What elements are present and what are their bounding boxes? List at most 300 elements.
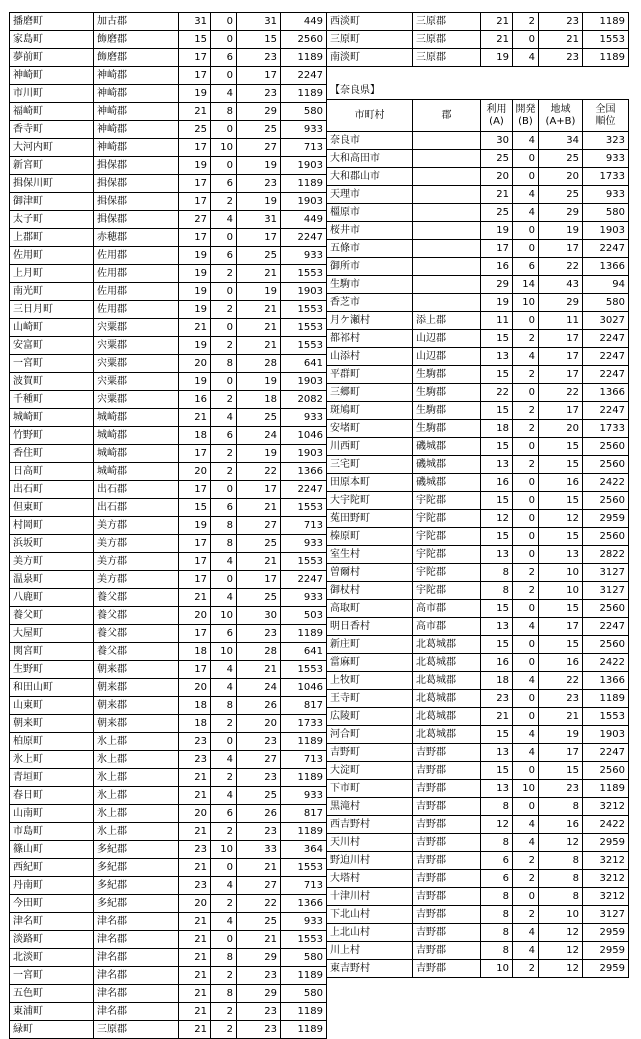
cell-use: 23 bbox=[179, 841, 211, 859]
table-row bbox=[327, 132, 629, 150]
cell-use: 8 bbox=[481, 906, 513, 924]
cell-rank: 933 bbox=[583, 150, 629, 168]
cell-municipality: 春日町 bbox=[10, 787, 94, 805]
cell-use: 10 bbox=[481, 960, 513, 978]
hyogo-table-continued bbox=[326, 12, 629, 67]
nara-table bbox=[326, 99, 629, 978]
table-row bbox=[327, 816, 629, 834]
cell-dev: 0 bbox=[211, 67, 237, 85]
cell-rank: 1733 bbox=[583, 168, 629, 186]
cell-area: 15 bbox=[539, 636, 583, 654]
cell-municipality: 下市町 bbox=[327, 780, 413, 798]
cell-county bbox=[413, 150, 481, 168]
cell-rank: 641 bbox=[281, 355, 327, 373]
cell-municipality: 千種町 bbox=[10, 391, 94, 409]
cell-county: 吉野郡 bbox=[413, 744, 481, 762]
cell-rank: 2560 bbox=[583, 636, 629, 654]
header-use-line2: (A) bbox=[489, 115, 504, 127]
cell-rank: 3212 bbox=[583, 798, 629, 816]
cell-dev: 4 bbox=[513, 49, 539, 67]
table-row bbox=[10, 409, 327, 427]
cell-municipality: 新庄町 bbox=[327, 636, 413, 654]
cell-dev: 10 bbox=[211, 841, 237, 859]
table-row bbox=[10, 967, 327, 985]
cell-county: 揖保郡 bbox=[94, 193, 179, 211]
table-row bbox=[10, 427, 327, 445]
cell-area: 12 bbox=[539, 924, 583, 942]
cell-use: 15 bbox=[481, 492, 513, 510]
cell-use: 20 bbox=[179, 355, 211, 373]
cell-area: 29 bbox=[539, 204, 583, 222]
cell-municipality: 天川村 bbox=[327, 834, 413, 852]
cell-use: 21 bbox=[179, 409, 211, 427]
cell-municipality: 王寺町 bbox=[327, 690, 413, 708]
hyogo-table-continued-body bbox=[327, 13, 629, 67]
table-row bbox=[10, 391, 327, 409]
cell-use: 18 bbox=[179, 715, 211, 733]
cell-county: 揖保郡 bbox=[94, 211, 179, 229]
cell-use: 6 bbox=[481, 870, 513, 888]
cell-area: 23 bbox=[237, 823, 281, 841]
cell-county: 加古郡 bbox=[94, 13, 179, 31]
cell-dev: 2 bbox=[513, 366, 539, 384]
cell-county: 養父郡 bbox=[94, 607, 179, 625]
table-row bbox=[327, 402, 629, 420]
cell-municipality: 室生村 bbox=[327, 546, 413, 564]
cell-area: 17 bbox=[539, 348, 583, 366]
cell-county: 北葛城郡 bbox=[413, 654, 481, 672]
cell-county bbox=[413, 294, 481, 312]
cell-area: 19 bbox=[539, 726, 583, 744]
cell-dev: 8 bbox=[211, 949, 237, 967]
cell-municipality: 野迫川村 bbox=[327, 852, 413, 870]
cell-rank: 2959 bbox=[583, 834, 629, 852]
cell-municipality: 山南町 bbox=[10, 805, 94, 823]
cell-municipality: 柏原町 bbox=[10, 733, 94, 751]
cell-county: 多紀郡 bbox=[94, 841, 179, 859]
cell-municipality: 桜井市 bbox=[327, 222, 413, 240]
cell-municipality: 奈良市 bbox=[327, 132, 413, 150]
table-row bbox=[10, 715, 327, 733]
cell-area: 27 bbox=[237, 517, 281, 535]
cell-use: 16 bbox=[481, 258, 513, 276]
cell-dev: 0 bbox=[513, 510, 539, 528]
cell-municipality: 篠山町 bbox=[10, 841, 94, 859]
cell-municipality: 川上村 bbox=[327, 942, 413, 960]
cell-county: 吉野郡 bbox=[413, 798, 481, 816]
cell-rank: 2082 bbox=[281, 391, 327, 409]
table-row bbox=[10, 679, 327, 697]
cell-dev: 14 bbox=[513, 276, 539, 294]
cell-municipality: 明日香村 bbox=[327, 618, 413, 636]
cell-county: 三原郡 bbox=[413, 31, 481, 49]
cell-dev: 6 bbox=[211, 625, 237, 643]
cell-area: 16 bbox=[539, 654, 583, 672]
table-row bbox=[10, 13, 327, 31]
cell-dev: 0 bbox=[513, 474, 539, 492]
cell-municipality: 一宮町 bbox=[10, 355, 94, 373]
cell-area: 19 bbox=[237, 193, 281, 211]
cell-rank: 3127 bbox=[583, 906, 629, 924]
table-row bbox=[10, 445, 327, 463]
cell-dev: 2 bbox=[513, 13, 539, 31]
cell-municipality: 曽爾村 bbox=[327, 564, 413, 582]
cell-dev: 2 bbox=[513, 582, 539, 600]
cell-dev: 0 bbox=[513, 762, 539, 780]
cell-area: 28 bbox=[237, 355, 281, 373]
header-area-line2: (A+B) bbox=[545, 115, 576, 127]
cell-municipality: 五色町 bbox=[10, 985, 94, 1003]
cell-municipality: 吉野町 bbox=[327, 744, 413, 762]
cell-county: 氷上郡 bbox=[94, 733, 179, 751]
cell-dev: 2 bbox=[211, 1003, 237, 1021]
cell-municipality: 山添村 bbox=[327, 348, 413, 366]
table-row bbox=[327, 690, 629, 708]
cell-rank: 713 bbox=[281, 139, 327, 157]
cell-municipality: 美方町 bbox=[10, 553, 94, 571]
header-rank bbox=[583, 100, 629, 132]
cell-dev: 8 bbox=[211, 103, 237, 121]
cell-dev: 0 bbox=[513, 168, 539, 186]
cell-rank: 933 bbox=[281, 787, 327, 805]
cell-rank: 2422 bbox=[583, 654, 629, 672]
cell-area: 12 bbox=[539, 834, 583, 852]
cell-use: 12 bbox=[481, 510, 513, 528]
cell-area: 23 bbox=[237, 49, 281, 67]
table-row bbox=[10, 1021, 327, 1039]
cell-dev: 4 bbox=[513, 942, 539, 960]
cell-area: 31 bbox=[237, 211, 281, 229]
cell-use: 20 bbox=[179, 895, 211, 913]
cell-use: 21 bbox=[179, 823, 211, 841]
cell-use: 21 bbox=[179, 949, 211, 967]
cell-rank: 1553 bbox=[281, 265, 327, 283]
cell-municipality: 西吉野村 bbox=[327, 816, 413, 834]
table-row bbox=[327, 456, 629, 474]
table-row bbox=[10, 139, 327, 157]
table-row bbox=[327, 474, 629, 492]
cell-area: 27 bbox=[237, 751, 281, 769]
table-row bbox=[327, 924, 629, 942]
table-row bbox=[327, 492, 629, 510]
cell-dev: 2 bbox=[513, 870, 539, 888]
cell-county: 美方郡 bbox=[94, 571, 179, 589]
cell-dev: 0 bbox=[211, 283, 237, 301]
cell-dev: 2 bbox=[211, 967, 237, 985]
cell-area: 17 bbox=[539, 240, 583, 258]
cell-use: 21 bbox=[481, 13, 513, 31]
table-row bbox=[327, 834, 629, 852]
cell-rank: 933 bbox=[281, 589, 327, 607]
cell-dev: 2 bbox=[513, 420, 539, 438]
cell-municipality: 夢前町 bbox=[10, 49, 94, 67]
table-row bbox=[327, 13, 629, 31]
cell-county: 吉野郡 bbox=[413, 870, 481, 888]
cell-area: 19 bbox=[237, 283, 281, 301]
cell-rank: 2560 bbox=[583, 456, 629, 474]
cell-dev: 10 bbox=[211, 643, 237, 661]
cell-county: 三原郡 bbox=[94, 1021, 179, 1039]
cell-municipality: 津名町 bbox=[10, 913, 94, 931]
table-row bbox=[10, 319, 327, 337]
cell-area: 29 bbox=[237, 949, 281, 967]
table-row bbox=[10, 85, 327, 103]
cell-county: 多紀郡 bbox=[94, 859, 179, 877]
cell-rank: 580 bbox=[583, 294, 629, 312]
cell-use: 21 bbox=[481, 708, 513, 726]
table-row bbox=[10, 67, 327, 85]
cell-use: 23 bbox=[481, 690, 513, 708]
cell-use: 21 bbox=[179, 1003, 211, 1021]
cell-use: 25 bbox=[179, 121, 211, 139]
cell-municipality: 竹野町 bbox=[10, 427, 94, 445]
cell-county: 三原郡 bbox=[413, 13, 481, 31]
cell-county bbox=[413, 258, 481, 276]
cell-dev: 2 bbox=[211, 337, 237, 355]
cell-rank: 3027 bbox=[583, 312, 629, 330]
cell-county: 神崎郡 bbox=[94, 67, 179, 85]
cell-county bbox=[413, 168, 481, 186]
cell-county: 吉野郡 bbox=[413, 906, 481, 924]
table-row bbox=[327, 168, 629, 186]
cell-municipality: 香寺町 bbox=[10, 121, 94, 139]
cell-rank: 2560 bbox=[281, 31, 327, 49]
cell-rank: 1189 bbox=[281, 49, 327, 67]
cell-municipality: 御所市 bbox=[327, 258, 413, 276]
cell-use: 19 bbox=[481, 222, 513, 240]
cell-use: 16 bbox=[481, 654, 513, 672]
cell-dev: 4 bbox=[513, 672, 539, 690]
cell-municipality: 上北山村 bbox=[327, 924, 413, 942]
cell-area: 19 bbox=[237, 157, 281, 175]
cell-use: 19 bbox=[481, 49, 513, 67]
cell-municipality: 浜坂町 bbox=[10, 535, 94, 553]
cell-area: 22 bbox=[237, 895, 281, 913]
cell-county: 津名郡 bbox=[94, 913, 179, 931]
table-row bbox=[10, 499, 327, 517]
cell-use: 19 bbox=[179, 373, 211, 391]
cell-area: 23 bbox=[237, 85, 281, 103]
cell-dev: 4 bbox=[211, 211, 237, 229]
cell-area: 8 bbox=[539, 852, 583, 870]
cell-county: 美方郡 bbox=[94, 517, 179, 535]
cell-dev: 4 bbox=[211, 661, 237, 679]
cell-municipality: 氷上町 bbox=[10, 751, 94, 769]
cell-area: 10 bbox=[539, 906, 583, 924]
cell-area: 23 bbox=[237, 1021, 281, 1039]
table-row bbox=[10, 931, 327, 949]
cell-use: 25 bbox=[481, 204, 513, 222]
cell-dev: 0 bbox=[211, 481, 237, 499]
cell-municipality: 関宮町 bbox=[10, 643, 94, 661]
cell-use: 13 bbox=[481, 618, 513, 636]
cell-use: 15 bbox=[481, 402, 513, 420]
cell-dev: 6 bbox=[211, 427, 237, 445]
header-use bbox=[481, 100, 513, 132]
table-row bbox=[327, 438, 629, 456]
cell-county bbox=[413, 222, 481, 240]
table-row bbox=[327, 618, 629, 636]
cell-dev: 0 bbox=[513, 528, 539, 546]
cell-rank: 2822 bbox=[583, 546, 629, 564]
cell-area: 21 bbox=[237, 661, 281, 679]
table-row bbox=[327, 258, 629, 276]
cell-dev: 0 bbox=[211, 121, 237, 139]
table-row bbox=[10, 301, 327, 319]
cell-dev: 0 bbox=[211, 229, 237, 247]
cell-municipality: 田原本町 bbox=[327, 474, 413, 492]
cell-municipality: 大宇陀町 bbox=[327, 492, 413, 510]
cell-county: 佐用郡 bbox=[94, 265, 179, 283]
cell-use: 20 bbox=[179, 463, 211, 481]
cell-dev: 0 bbox=[513, 798, 539, 816]
cell-use: 15 bbox=[179, 499, 211, 517]
cell-area: 20 bbox=[237, 715, 281, 733]
cell-rank: 2560 bbox=[583, 438, 629, 456]
cell-municipality: 平群町 bbox=[327, 366, 413, 384]
cell-municipality: 大塔村 bbox=[327, 870, 413, 888]
table-row bbox=[327, 186, 629, 204]
cell-dev: 2 bbox=[211, 193, 237, 211]
cell-area: 21 bbox=[237, 931, 281, 949]
cell-county: 氷上郡 bbox=[94, 823, 179, 841]
cell-dev: 0 bbox=[513, 150, 539, 168]
cell-dev: 0 bbox=[513, 222, 539, 240]
cell-rank: 1553 bbox=[281, 301, 327, 319]
table-row bbox=[10, 589, 327, 607]
cell-dev: 2 bbox=[211, 1021, 237, 1039]
cell-rank: 933 bbox=[281, 247, 327, 265]
table-row bbox=[10, 103, 327, 121]
cell-municipality: 十津川村 bbox=[327, 888, 413, 906]
cell-area: 17 bbox=[539, 744, 583, 762]
cell-dev: 0 bbox=[211, 859, 237, 877]
cell-area: 21 bbox=[539, 31, 583, 49]
cell-use: 6 bbox=[481, 852, 513, 870]
cell-area: 18 bbox=[237, 391, 281, 409]
cell-rank: 503 bbox=[281, 607, 327, 625]
cell-area: 25 bbox=[237, 121, 281, 139]
cell-county: 飾磨郡 bbox=[94, 49, 179, 67]
cell-area: 23 bbox=[237, 1003, 281, 1021]
cell-use: 20 bbox=[179, 679, 211, 697]
cell-municipality: 新宮町 bbox=[10, 157, 94, 175]
cell-rank: 2247 bbox=[583, 402, 629, 420]
cell-area: 22 bbox=[539, 672, 583, 690]
cell-use: 21 bbox=[179, 103, 211, 121]
cell-area: 21 bbox=[237, 265, 281, 283]
cell-area: 12 bbox=[539, 942, 583, 960]
cell-dev: 0 bbox=[513, 31, 539, 49]
cell-municipality: 佐用町 bbox=[10, 247, 94, 265]
cell-county: 高市郡 bbox=[413, 618, 481, 636]
cell-area: 8 bbox=[539, 888, 583, 906]
cell-municipality: 但東町 bbox=[10, 499, 94, 517]
table-row bbox=[10, 481, 327, 499]
cell-rank: 817 bbox=[281, 697, 327, 715]
cell-rank: 449 bbox=[281, 13, 327, 31]
cell-use: 15 bbox=[481, 726, 513, 744]
header-dev-line1: 開発 bbox=[515, 103, 536, 115]
cell-use: 15 bbox=[481, 636, 513, 654]
cell-county: 津名郡 bbox=[94, 967, 179, 985]
cell-dev: 0 bbox=[513, 546, 539, 564]
table-row bbox=[10, 859, 327, 877]
cell-rank: 1733 bbox=[583, 420, 629, 438]
cell-dev: 4 bbox=[211, 85, 237, 103]
cell-municipality: 西淡町 bbox=[327, 13, 413, 31]
cell-rank: 1553 bbox=[583, 31, 629, 49]
cell-county: 宇陀郡 bbox=[413, 564, 481, 582]
cell-municipality: 高取町 bbox=[327, 600, 413, 618]
cell-use: 21 bbox=[179, 859, 211, 877]
table-row bbox=[10, 913, 327, 931]
cell-area: 33 bbox=[237, 841, 281, 859]
cell-use: 21 bbox=[179, 769, 211, 787]
cell-dev: 2 bbox=[513, 330, 539, 348]
cell-rank: 1189 bbox=[281, 85, 327, 103]
table-row bbox=[10, 337, 327, 355]
cell-municipality: 三郷町 bbox=[327, 384, 413, 402]
table-row bbox=[327, 330, 629, 348]
cell-dev: 4 bbox=[211, 751, 237, 769]
table-row bbox=[10, 571, 327, 589]
cell-area: 34 bbox=[539, 132, 583, 150]
cell-dev: 2 bbox=[513, 402, 539, 420]
cell-use: 8 bbox=[481, 564, 513, 582]
cell-area: 25 bbox=[237, 589, 281, 607]
cell-use: 21 bbox=[179, 931, 211, 949]
table-row bbox=[10, 625, 327, 643]
cell-rank: 1903 bbox=[281, 283, 327, 301]
cell-use: 8 bbox=[481, 582, 513, 600]
cell-area: 17 bbox=[539, 618, 583, 636]
cell-municipality: 上月町 bbox=[10, 265, 94, 283]
cell-rank: 2247 bbox=[583, 240, 629, 258]
cell-use: 20 bbox=[179, 607, 211, 625]
cell-use: 12 bbox=[481, 816, 513, 834]
cell-rank: 713 bbox=[281, 751, 327, 769]
cell-rank: 933 bbox=[281, 913, 327, 931]
table-row bbox=[327, 636, 629, 654]
cell-municipality: 播磨町 bbox=[10, 13, 94, 31]
cell-county bbox=[413, 240, 481, 258]
table-row bbox=[10, 607, 327, 625]
cell-municipality: 斑鳩町 bbox=[327, 402, 413, 420]
cell-rank: 2560 bbox=[583, 492, 629, 510]
cell-municipality: 東浦町 bbox=[10, 1003, 94, 1021]
cell-rank: 1903 bbox=[281, 193, 327, 211]
cell-dev: 0 bbox=[211, 733, 237, 751]
cell-area: 8 bbox=[539, 870, 583, 888]
cell-dev: 0 bbox=[211, 931, 237, 949]
cell-dev: 4 bbox=[513, 204, 539, 222]
cell-municipality: 今田町 bbox=[10, 895, 94, 913]
cell-county: 宍粟郡 bbox=[94, 373, 179, 391]
cell-area: 23 bbox=[539, 13, 583, 31]
cell-rank: 1903 bbox=[281, 445, 327, 463]
cell-use: 19 bbox=[179, 247, 211, 265]
cell-rank: 3212 bbox=[583, 888, 629, 906]
cell-county: 宇陀郡 bbox=[413, 528, 481, 546]
cell-dev: 4 bbox=[211, 787, 237, 805]
cell-area: 22 bbox=[539, 258, 583, 276]
cell-municipality: 出石町 bbox=[10, 481, 94, 499]
table-row bbox=[327, 726, 629, 744]
header-use-line1: 利用 bbox=[486, 103, 507, 115]
cell-area: 15 bbox=[539, 456, 583, 474]
header-city: 市町村 bbox=[327, 100, 413, 132]
